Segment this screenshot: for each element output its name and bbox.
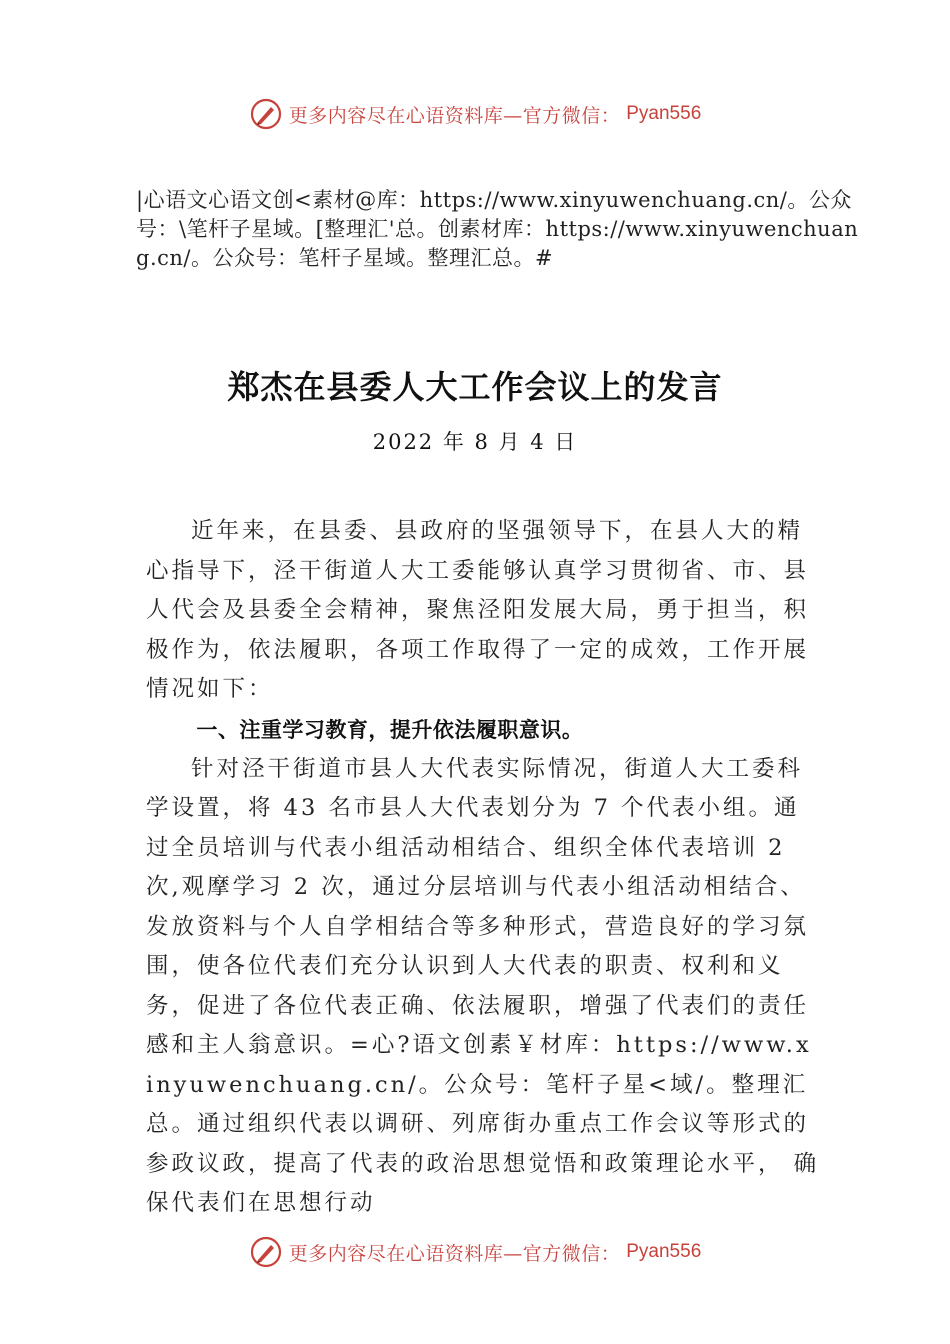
banner-text: 更多内容尽在心语资料库—官方微信： xyxy=(288,104,621,127)
pen-logo-icon xyxy=(249,1235,283,1269)
banner-wechat-id: Pyan556 xyxy=(626,1241,702,1262)
intro-paragraph: 近年来，在县委、县政府的坚强领导下，在县人大的精心指导下，泾干街道人大工委能够认真学习贯彻省、市、县人代会及县委全会精神，聚焦泾阳发展大局，勇于担当，积极作为，依法履职，各项工作取得了一定的成效，工作开展情况如下： xyxy=(146,518,810,702)
document-body xyxy=(146,512,820,1224)
pen-logo-icon xyxy=(249,97,283,131)
header-banner xyxy=(0,94,950,134)
source-note: |心语文心语文创<素材@库：https://www.xinyuwenchuang.cn/。公众号：\笔杆子星域。[整理汇'总。创素材库：https://www.xinyuwenchuang.cn/。公众号：笔杆子星域。整理汇总。# xyxy=(136,188,859,270)
footer-banner xyxy=(0,1232,950,1272)
banner-text: 更多内容尽在心语资料库—官方微信： xyxy=(288,1242,621,1265)
section-paragraph: 针对泾干街道市县人大代表实际情况，街道人大工委科学设置，将 43 名市县人大代表划分为 7 个代表小组。通过全员培训与代表小组活动相结合、组织全体代表培训 2 次,观摩学习 2 次，通过分层培训与代表小组活动相结合、发放资料与个人自学相结合等多种形式，营造良好的学习氛围，使各位代表们充分认识到人大代表的职责、权利和义务，促进了各位代表正确、依法履职，增强了代表们的责任感和主人翁意识。=心?语文创素￥材库：https://www.xinyuwenchuang.cn/。公众号：笔杆子星<域/。整理汇总。通过组织代表以调研、列席街办重点工作会议等形式的参政议政，提高了代表的政治思想觉悟和政策理论水平， 确保代表们在思想行动 xyxy=(146,755,820,1216)
banner-wechat-id: Pyan556 xyxy=(626,103,702,124)
document-date: 2022 年 8 月 4 日 xyxy=(372,430,578,454)
document-title: 郑杰在县委人大工作会议上的发言 xyxy=(227,368,723,406)
section-heading: 一、注重学习教育，提升依法履职意识。 xyxy=(196,717,584,742)
